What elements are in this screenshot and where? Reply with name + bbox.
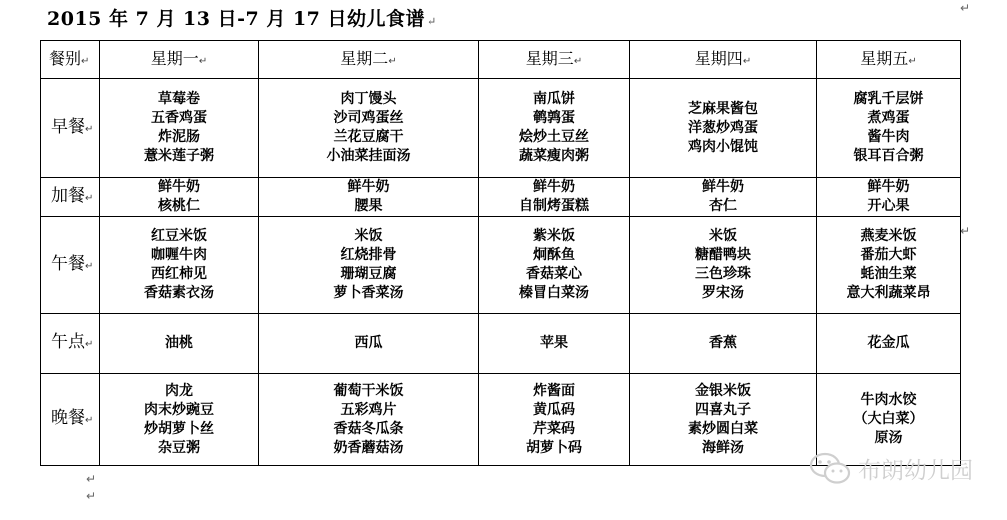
meal-label [41, 374, 100, 466]
cell-mark: ↵ [85, 260, 94, 272]
day-header-label: 星期五 [860, 48, 909, 68]
cell-mark: ↵ [573, 55, 583, 67]
dish-item: 炸泥肠 [158, 129, 200, 145]
dish-item: 芹菜码 [533, 420, 575, 437]
meal-label-text: 午餐 [51, 253, 85, 274]
dish-item: 杏仁 [709, 198, 737, 214]
menu-cell [479, 79, 630, 178]
day-header-label: 星期三 [525, 48, 574, 68]
menu-cell [817, 314, 961, 374]
dish-item: 蚝油生菜 [860, 266, 917, 282]
menu-cell [259, 314, 479, 374]
day-header-label: 星期四 [694, 48, 743, 68]
watermark [808, 451, 973, 485]
dish-item: 意大利蔬菜昂 [846, 285, 931, 301]
dish-item: 腐乳千层饼 [853, 91, 924, 107]
day-header [817, 41, 961, 79]
dish-item: 炒胡萝卜丝 [144, 420, 214, 437]
menu-cell [630, 314, 817, 374]
dish-item: 牛肉水饺 [860, 392, 917, 408]
dish-item: 鲜牛奶 [702, 179, 744, 195]
menu-cell [479, 178, 630, 217]
cell-mark: ↵ [742, 55, 752, 67]
meal-label-text: 晚餐 [51, 408, 85, 428]
dish-item: 海鲜汤 [702, 439, 744, 456]
dish-item: 蔬菜瘦肉粥 [519, 148, 589, 164]
paragraph-mark: ↵ [86, 489, 97, 503]
dish-item: 苹果 [540, 335, 568, 351]
menu-cell [259, 79, 479, 178]
cell-mark: ↵ [388, 55, 397, 67]
menu-cell [817, 79, 961, 178]
meal-label [41, 217, 100, 314]
dish-item: 咖喱牛肉 [151, 247, 207, 263]
dish-item: 四喜丸子 [695, 401, 751, 418]
cell-mark: ↵ [908, 55, 917, 67]
dish-item: 萝卜香菜汤 [333, 285, 404, 301]
watermark-text: 布朗幼儿园 [858, 457, 973, 484]
dish-item: 原汤 [874, 430, 903, 446]
dish-item: 酱牛肉 [867, 129, 910, 145]
dish-item: 开心果 [867, 198, 910, 214]
menu-cell [630, 374, 817, 466]
dish-item: 番茄大虾 [860, 247, 917, 263]
meal-row [41, 178, 961, 217]
dish-item: 肉龙 [165, 382, 193, 399]
meal-row [41, 217, 961, 314]
dish-item: 金银米饭 [695, 382, 751, 399]
corner-header [41, 41, 100, 79]
menu-cell [100, 178, 259, 217]
dish-item: 鲜牛奶 [158, 179, 200, 195]
dish-item: 黄瓜码 [533, 401, 575, 418]
paragraph-mark: ↵ [427, 15, 437, 28]
menu-cell [630, 178, 817, 217]
meal-label-text: 早餐 [51, 116, 85, 137]
dish-item: 糖醋鸭块 [695, 247, 751, 263]
dish-item: 肉丁馒头 [340, 91, 397, 107]
dish-item: 鸡肉小馄饨 [688, 138, 758, 155]
meal-label-text: 加餐 [51, 185, 85, 206]
menu-cell [100, 79, 259, 178]
table-corner-mark: ↵ [960, 1, 971, 15]
meal-row [41, 79, 961, 178]
cell-mark: ↵ [81, 55, 90, 67]
cell-mark: ↵ [198, 55, 208, 67]
dish-item: 沙司鸡蛋丝 [333, 110, 404, 126]
dish-item: 银耳百合粥 [853, 148, 924, 164]
day-header [100, 41, 259, 79]
meal-label [41, 79, 100, 178]
dish-item: 紫米饭 [533, 228, 575, 244]
meal-label-text: 午点 [51, 332, 85, 352]
cell-mark: ↵ [85, 192, 94, 204]
dish-item: 西瓜 [354, 335, 383, 351]
dish-item: 草莓卷 [158, 91, 200, 107]
menu-table [40, 40, 961, 466]
menu-body [41, 79, 961, 466]
dish-item: 煮鸡蛋 [867, 110, 910, 126]
menu-cell [100, 217, 259, 314]
dish-item: 自制烤蛋糕 [519, 198, 589, 214]
cell-mark: ↵ [85, 415, 94, 426]
dish-item: 炯酥鱼 [533, 247, 575, 263]
header-row [41, 41, 961, 79]
dish-item: 米饭 [354, 228, 383, 244]
dish-item: 烩炒土豆丝 [519, 129, 589, 145]
paragraph-mark: ↵ [86, 472, 97, 486]
dish-item: 红烧排骨 [340, 247, 397, 263]
dish-item: 核桃仁 [158, 198, 200, 214]
dish-item: 素炒圆白菜 [688, 420, 758, 437]
menu-cell [630, 79, 817, 178]
dish-item: 罗宋汤 [702, 285, 744, 301]
cell-mark: ↵ [85, 339, 94, 350]
dish-item: 油桃 [165, 335, 193, 351]
dish-item: 香蕉 [709, 335, 737, 351]
menu-cell [479, 217, 630, 314]
dish-item: 三色珍珠 [695, 266, 751, 282]
dish-item: 珊瑚豆腐 [340, 266, 397, 282]
menu-cell [100, 374, 259, 466]
day-header-label: 星期二 [340, 48, 389, 68]
menu-cell [630, 217, 817, 314]
dish-item: （大白菜） [853, 411, 924, 427]
menu-cell [259, 374, 479, 466]
dish-item: 奶香蘑菇汤 [333, 439, 404, 456]
menu-cell [259, 217, 479, 314]
dish-item: 红豆米饭 [151, 228, 207, 244]
dish-item: 香菇素衣汤 [144, 285, 214, 301]
document-title [47, 4, 437, 31]
dish-item: 炸酱面 [533, 382, 575, 399]
row-end-mark: ↵ [960, 224, 971, 238]
meal-label [41, 178, 100, 217]
dish-item: 香菇冬瓜条 [333, 420, 404, 437]
day-header [630, 41, 817, 79]
dish-item: 杂豆粥 [158, 439, 200, 456]
dish-item: 鲜牛奶 [533, 179, 575, 195]
dish-item: 五彩鸡片 [340, 401, 397, 418]
dish-item: 洋葱炒鸡蛋 [688, 119, 758, 136]
menu-cell [479, 314, 630, 374]
day-header [479, 41, 630, 79]
menu-cell [479, 374, 630, 466]
dish-item: 鲜牛奶 [347, 179, 390, 195]
dish-item: 腰果 [354, 198, 383, 214]
dish-item: 葡萄干米饭 [333, 382, 404, 399]
day-header-label: 星期一 [150, 48, 199, 68]
day-header [259, 41, 479, 79]
dish-item: 芝麻果酱包 [688, 100, 758, 117]
dish-item: 香菇菜心 [526, 266, 582, 282]
dish-item: 南瓜饼 [533, 91, 575, 107]
dish-item: 小油菜挂面汤 [326, 148, 411, 164]
menu-cell [259, 178, 479, 217]
dish-item: 胡萝卜码 [526, 439, 582, 456]
meal-label [41, 314, 100, 374]
cell-mark: ↵ [85, 123, 94, 135]
dish-item: 兰花豆腐干 [333, 129, 404, 145]
dish-item: 肉末炒豌豆 [144, 401, 214, 418]
menu-cell [817, 217, 961, 314]
dish-item: 花金瓜 [867, 335, 910, 351]
dish-item: 鲜牛奶 [867, 179, 910, 195]
menu-cell [817, 178, 961, 217]
title-text: 2015 年 7 月 13 日-7 月 17 日幼儿食谱 [47, 8, 426, 30]
dish-item: 米饭 [709, 228, 737, 244]
meal-row [41, 314, 961, 374]
dish-item: 鹌鹑蛋 [533, 110, 575, 126]
dish-item: 薏米莲子粥 [144, 148, 214, 164]
dish-item: 燕麦米饭 [860, 228, 917, 244]
corner-header-label: 餐别 [49, 48, 82, 68]
dish-item: 榛冒白菜汤 [519, 285, 589, 301]
dish-item: 五香鸡蛋 [151, 110, 207, 126]
menu-cell [100, 314, 259, 374]
dish-item: 西红柿见 [151, 266, 207, 282]
wechat-logo-icon [808, 451, 852, 485]
